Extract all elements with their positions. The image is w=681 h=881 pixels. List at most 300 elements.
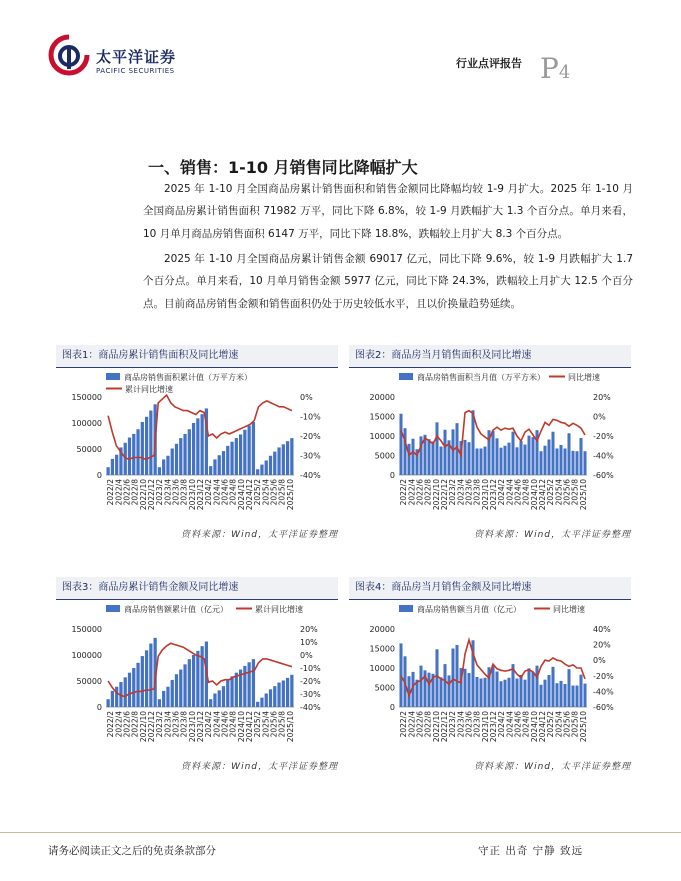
- bar: [443, 664, 446, 707]
- bar: [141, 656, 144, 707]
- x-tick-label: 2023/6: [464, 479, 474, 506]
- bar: [507, 443, 510, 475]
- bar: [209, 466, 212, 475]
- left-tick-label: 10000: [369, 664, 395, 673]
- bar: [201, 646, 204, 707]
- bar: [399, 414, 402, 475]
- bar: [519, 441, 522, 475]
- x-tick-label: 2023/10: [480, 479, 490, 511]
- bar: [563, 448, 566, 475]
- bar: [407, 444, 410, 475]
- left-tick-label: 150000: [71, 393, 102, 402]
- x-tick-label: 2023/12: [196, 479, 205, 511]
- bar: [467, 673, 470, 707]
- figure-2-rule: [349, 367, 631, 368]
- bar: [179, 438, 182, 475]
- x-tick-label: 2022/4: [407, 711, 417, 738]
- x-tick-label: 2024/12: [538, 711, 548, 743]
- right-tick-label: 0%: [300, 393, 313, 402]
- chart-2: [349, 369, 631, 534]
- bar: [555, 683, 558, 707]
- bar: [166, 456, 169, 475]
- x-tick-label: 2025/6: [269, 479, 279, 506]
- right-tick-label: -60%: [593, 471, 614, 480]
- x-tick-label: 2025/4: [554, 479, 564, 506]
- bar: [239, 434, 242, 475]
- bar: [145, 650, 148, 707]
- bar: [483, 447, 486, 475]
- bar: [145, 417, 148, 475]
- bar: [248, 426, 251, 475]
- x-tick-label: 2024/12: [245, 711, 255, 743]
- x-tick-label: 2022/4: [407, 479, 417, 506]
- right-tick-label: -40%: [593, 451, 614, 461]
- legend-bar-label: 商品房销售额累计值（亿元）: [124, 605, 228, 614]
- bar: [107, 699, 110, 707]
- bar: [201, 414, 204, 475]
- bar: [491, 431, 494, 475]
- x-tick-label: 2022/2: [106, 479, 116, 506]
- right-tick-label: -20%: [300, 432, 321, 441]
- x-tick-label: 2022/4: [114, 711, 124, 738]
- x-tick-label: 2023/2: [155, 711, 165, 738]
- bar: [571, 686, 574, 707]
- figure-3-title: 图表3：商品房累计销售金额及同比增速: [56, 577, 338, 599]
- pacific-securities-logo-icon: [48, 34, 90, 76]
- bar: [196, 651, 199, 707]
- x-tick-label: 2023/2: [155, 479, 165, 506]
- right-tick-label: 0%: [593, 656, 606, 666]
- right-tick-label: 20%: [593, 640, 611, 650]
- bar: [527, 436, 530, 475]
- bar: [136, 429, 139, 475]
- bar: [523, 680, 526, 707]
- bar: [226, 446, 229, 475]
- x-tick-label: 2022/6: [122, 479, 132, 506]
- growth-line: [108, 643, 292, 696]
- chart-4: [349, 601, 631, 766]
- bar: [209, 699, 212, 707]
- right-tick-label: -20%: [300, 677, 321, 686]
- bar: [579, 438, 582, 475]
- bar: [491, 665, 494, 707]
- bar: [539, 451, 542, 475]
- bar: [171, 448, 174, 475]
- bar: [235, 438, 238, 475]
- bar: [499, 448, 502, 475]
- bar: [256, 469, 259, 475]
- x-tick-label: 2025/8: [277, 479, 287, 506]
- x-tick-label: 2024/4: [212, 711, 222, 738]
- x-tick-label: 2025/8: [570, 711, 580, 738]
- bar: [115, 455, 118, 475]
- bar: [188, 659, 191, 707]
- bar: [286, 678, 289, 707]
- x-tick-label: 2023/12: [489, 479, 498, 511]
- figure-1-title: 图表1：商品房累计销售面积及同比增速: [56, 345, 338, 367]
- right-tick-label: -40%: [300, 703, 321, 712]
- x-tick-label: 2022/12: [146, 479, 156, 511]
- x-tick-label: 2024/2: [497, 711, 507, 738]
- bar: [226, 680, 229, 707]
- right-tick-label: -30%: [300, 690, 321, 699]
- bar: [479, 679, 482, 707]
- bar: [535, 666, 538, 707]
- x-tick-label: 2025/8: [277, 711, 287, 738]
- x-tick-label: 2023/6: [171, 711, 181, 738]
- bar: [463, 669, 466, 707]
- x-tick-label: 2022/12: [439, 711, 449, 743]
- bar: [399, 643, 402, 707]
- left-tick-label: 50000: [76, 677, 102, 686]
- bar: [252, 422, 255, 475]
- bar: [503, 446, 506, 475]
- x-tick-label: 2023/4: [456, 479, 466, 506]
- right-tick-label: -20%: [593, 432, 614, 441]
- x-tick-label: 2024/8: [228, 711, 238, 738]
- x-tick-label: 2022/12: [146, 711, 156, 743]
- left-tick-label: 0: [389, 703, 395, 712]
- page-header: [0, 0, 681, 90]
- bar: [515, 447, 518, 475]
- bar: [260, 465, 263, 475]
- bar: [435, 649, 438, 707]
- right-tick-label: -30%: [300, 451, 321, 461]
- x-tick-label: 2025/8: [570, 479, 580, 506]
- bar: [282, 444, 285, 475]
- bar: [475, 677, 478, 707]
- bar: [158, 467, 161, 475]
- x-tick-label: 2025/2: [253, 711, 263, 738]
- bar: [273, 452, 276, 475]
- bar: [175, 674, 178, 707]
- brand-name-en: PACIFIC SECURITIES: [96, 67, 175, 75]
- growth-line: [108, 395, 292, 459]
- x-tick-label: 2023/12: [489, 711, 498, 743]
- bar: [451, 429, 454, 475]
- page-number-value: 4: [558, 62, 571, 83]
- legend-bar-swatch: [106, 373, 120, 380]
- bar: [527, 668, 530, 707]
- x-tick-label: 2022/10: [138, 479, 148, 511]
- x-tick-label: 2023/10: [187, 479, 197, 511]
- x-tick-label: 2023/6: [171, 479, 181, 506]
- x-tick-label: 2022/2: [399, 711, 409, 738]
- chart-legend: [399, 372, 600, 382]
- bar: [435, 422, 438, 475]
- figure-1-rule: [56, 367, 338, 368]
- left-tick-label: 5000: [374, 683, 395, 693]
- legend-bar-label: 商品房销售面积累计值（万平方米）: [124, 373, 252, 382]
- bar: [269, 689, 272, 707]
- x-tick-label: 2022/8: [130, 711, 140, 738]
- right-tick-label: 20%: [300, 625, 318, 634]
- bar: [256, 702, 259, 707]
- bar: [248, 662, 251, 707]
- x-tick-label: 2023/8: [179, 479, 189, 506]
- bar: [115, 687, 118, 707]
- bar: [547, 675, 550, 707]
- bar: [158, 699, 161, 707]
- x-tick-label: 2022/12: [439, 479, 449, 511]
- left-tick-label: 100000: [71, 419, 102, 428]
- bar: [567, 433, 570, 475]
- bar: [479, 448, 482, 475]
- bar: [431, 441, 434, 475]
- bar: [136, 663, 139, 707]
- x-tick-label: 2023/2: [448, 479, 458, 506]
- report-type-label: 行业点评报告: [456, 57, 522, 70]
- bar: [439, 677, 442, 707]
- x-tick-label: 2024/8: [228, 479, 238, 506]
- footer-motto: 守正 出奇 宁静 致远: [478, 845, 584, 857]
- x-tick-label: 2022/6: [415, 711, 425, 738]
- bar: [451, 649, 454, 708]
- bar: [218, 690, 221, 707]
- bar: [179, 670, 182, 707]
- left-tick-label: 20000: [369, 393, 395, 402]
- x-tick-label: 2024/10: [529, 479, 539, 511]
- bar: [511, 432, 514, 475]
- bar: [175, 444, 178, 475]
- bar: [539, 685, 542, 707]
- x-tick-label: 2023/8: [179, 711, 189, 738]
- paragraph-1: 2025 年 1-10 月全国商品房累计销售面积和销售金额同比降幅均较 1-9 月扩大。2025 年 1-10 月全国商品房累计销售面积 71982 万平，同比下降 6.8%，较 1-9 月跌幅扩大 1.3 个百分点。单月来看，10 月单月商品房销售面积 6147 万平，同比下降 18.8%，跌幅较上月扩大 8.3 个百分点。: [143, 183, 633, 240]
- bar: [218, 455, 221, 475]
- right-tick-label: -60%: [593, 703, 614, 712]
- right-tick-label: 0%: [300, 651, 313, 660]
- x-tick-label: 2025/10: [285, 711, 295, 743]
- brand-name-cn: 太平洋证券: [96, 48, 177, 66]
- bar: [162, 691, 165, 707]
- chart-legend: [106, 372, 252, 394]
- figure-4-title: 图表4：商品房当月销售金额及同比增速: [349, 577, 631, 599]
- x-tick-label: 2023/4: [163, 711, 173, 738]
- bar: [455, 645, 458, 707]
- bar: [124, 677, 127, 707]
- bar: [149, 411, 152, 475]
- bar: [495, 672, 498, 707]
- x-tick-label: 2024/12: [538, 479, 548, 511]
- left-tick-label: 100000: [71, 651, 102, 660]
- paragraph-2: 2025 年 1-10 月全国商品房累计销售金额 69017 亿元，同比下降 9.6%，较 1-9 月跌幅扩大 1.7 个百分点。单月来看，10 月单月销售金额 5977 亿元，同比下降 24.3%，跌幅较上月扩大 12.5 个百分点。目前商品房销售金额和销售面积仍处于历史较低水平，且以价换量趋势延续。: [143, 253, 633, 310]
- legend-bar-label: 商品房销售面积当月值（万平方米）: [417, 373, 545, 382]
- x-tick-label: 2024/10: [236, 711, 246, 743]
- x-tick-label: 2024/8: [521, 479, 531, 506]
- legend-line-label: 累计同比增速: [255, 605, 303, 614]
- left-tick-label: 10000: [369, 432, 395, 441]
- legend-line-label: 同比增速: [553, 605, 585, 614]
- bar: [141, 422, 144, 475]
- bar: [269, 456, 272, 475]
- legend-line-label: 累计同比增速: [125, 385, 173, 394]
- right-tick-label: -10%: [300, 412, 321, 422]
- left-tick-label: 150000: [71, 625, 102, 634]
- bar: [519, 675, 522, 707]
- x-tick-label: 2025/4: [261, 711, 271, 738]
- x-tick-label: 2023/10: [480, 711, 490, 743]
- footer-rule: [0, 832, 681, 833]
- bar: [213, 459, 216, 475]
- bar: [483, 678, 486, 707]
- x-tick-label: 2024/8: [521, 711, 531, 738]
- legend-line-label: 同比增速: [568, 373, 600, 382]
- left-tick-label: 15000: [369, 412, 395, 422]
- figure-4: [349, 577, 631, 777]
- bar: [290, 438, 293, 475]
- figure-2: [349, 345, 631, 545]
- bar: [427, 439, 430, 475]
- left-tick-label: 20000: [369, 625, 395, 634]
- chart-legend: [106, 604, 303, 614]
- bar: [543, 446, 546, 475]
- x-tick-label: 2022/2: [399, 479, 409, 506]
- x-tick-label: 2025/10: [578, 711, 588, 743]
- legend-bar-swatch: [106, 605, 120, 612]
- bar: [230, 676, 233, 707]
- left-tick-label: 0: [96, 703, 102, 712]
- bar: [128, 673, 131, 707]
- chart-legend: [399, 604, 585, 614]
- bar: [447, 675, 450, 707]
- x-tick-label: 2025/6: [562, 479, 572, 506]
- x-tick-label: 2023/4: [163, 479, 173, 506]
- x-tick-label: 2023/8: [472, 711, 482, 738]
- x-tick-label: 2023/12: [196, 711, 205, 743]
- bar: [196, 418, 199, 475]
- page-letter: P: [540, 52, 559, 85]
- x-tick-label: 2025/10: [285, 479, 295, 511]
- left-tick-label: 50000: [76, 445, 102, 454]
- right-tick-label: 0%: [593, 412, 606, 422]
- bar: [563, 684, 566, 707]
- bar: [475, 448, 478, 475]
- bar: [273, 686, 276, 707]
- x-tick-label: 2022/8: [423, 711, 433, 738]
- right-tick-label: -40%: [300, 471, 321, 480]
- bar: [547, 440, 550, 475]
- figure-1-source: 资料来源：Wind，太平洋证券整理: [181, 530, 338, 540]
- right-tick-label: -20%: [593, 671, 614, 681]
- bar: [243, 430, 246, 475]
- bar: [499, 681, 502, 707]
- x-tick-label: 2025/10: [578, 479, 588, 511]
- bar: [183, 434, 186, 475]
- bar: [162, 459, 165, 475]
- bar: [277, 683, 280, 707]
- left-tick-label: 0: [96, 471, 102, 480]
- figure-3-source: 资料来源：Wind，太平洋证券整理: [181, 762, 338, 772]
- bar: [277, 447, 280, 475]
- bar: [495, 438, 498, 475]
- x-tick-label: 2025/2: [546, 479, 556, 506]
- bar: [503, 680, 506, 707]
- bar: [551, 667, 554, 707]
- bar: [571, 451, 574, 475]
- figure-4-source: 资料来源：Wind，太平洋证券整理: [474, 762, 631, 772]
- right-tick-label: 10%: [300, 638, 318, 647]
- bar: [265, 460, 268, 475]
- x-tick-label: 2022/10: [138, 711, 148, 743]
- x-tick-label: 2022/10: [431, 479, 441, 511]
- bar: [286, 441, 289, 475]
- figure-3: [56, 577, 338, 777]
- x-tick-label: 2025/6: [269, 711, 279, 738]
- x-tick-label: 2023/8: [472, 479, 482, 506]
- bar: [443, 430, 446, 475]
- bar: [439, 447, 442, 475]
- x-tick-label: 2023/10: [187, 711, 197, 743]
- bar: [567, 669, 570, 707]
- figure-3-rule: [56, 599, 338, 600]
- bar: [192, 423, 195, 475]
- x-tick-label: 2024/10: [529, 711, 539, 743]
- x-tick-label: 2023/6: [464, 711, 474, 738]
- bar: [419, 666, 422, 707]
- bar: [183, 664, 186, 707]
- bar: [171, 680, 174, 707]
- x-tick-label: 2022/2: [106, 711, 116, 738]
- x-tick-label: 2024/6: [513, 479, 523, 506]
- page-number: [540, 52, 570, 85]
- right-tick-label: -10%: [300, 664, 321, 673]
- bar: [559, 445, 562, 475]
- bar: [213, 693, 216, 707]
- x-tick-label: 2024/6: [513, 711, 523, 738]
- x-tick-label: 2023/2: [448, 711, 458, 738]
- bar: [111, 459, 114, 475]
- x-tick-label: 2022/6: [122, 711, 132, 738]
- left-tick-label: 15000: [369, 644, 395, 654]
- bar: [427, 673, 430, 707]
- figure-2-source: 资料来源：Wind，太平洋证券整理: [474, 530, 631, 540]
- x-tick-label: 2024/12: [245, 479, 255, 511]
- figure-4-rule: [349, 599, 631, 600]
- x-tick-label: 2022/8: [423, 479, 433, 506]
- right-tick-label: 40%: [593, 625, 611, 634]
- left-tick-label: 5000: [374, 451, 395, 461]
- chart-3: [56, 601, 338, 766]
- bar: [166, 687, 169, 707]
- x-tick-label: 2024/2: [204, 711, 214, 738]
- bar: [531, 437, 534, 475]
- bar: [222, 451, 225, 475]
- bar: [260, 698, 263, 707]
- bar: [523, 445, 526, 475]
- x-tick-label: 2025/6: [562, 711, 572, 738]
- bar: [107, 467, 110, 475]
- bar: [265, 693, 268, 707]
- bar: [463, 440, 466, 475]
- bar: [515, 679, 518, 707]
- right-tick-label: 20%: [593, 393, 611, 402]
- bar: [128, 438, 131, 475]
- x-tick-label: 2022/6: [415, 479, 425, 506]
- bar: [543, 680, 546, 707]
- section-title: 一、销售：1-10 月销售同比降幅扩大: [148, 158, 418, 177]
- bar: [575, 451, 578, 475]
- bar: [575, 686, 578, 707]
- bar: [583, 451, 586, 475]
- x-tick-label: 2024/2: [497, 479, 507, 506]
- x-tick-label: 2024/2: [204, 479, 214, 506]
- x-tick-label: 2025/2: [546, 711, 556, 738]
- left-tick-label: 0: [389, 471, 395, 480]
- x-tick-label: 2024/4: [505, 711, 515, 738]
- bar: [507, 678, 510, 707]
- bar: [531, 672, 534, 707]
- x-tick-label: 2022/8: [130, 479, 140, 506]
